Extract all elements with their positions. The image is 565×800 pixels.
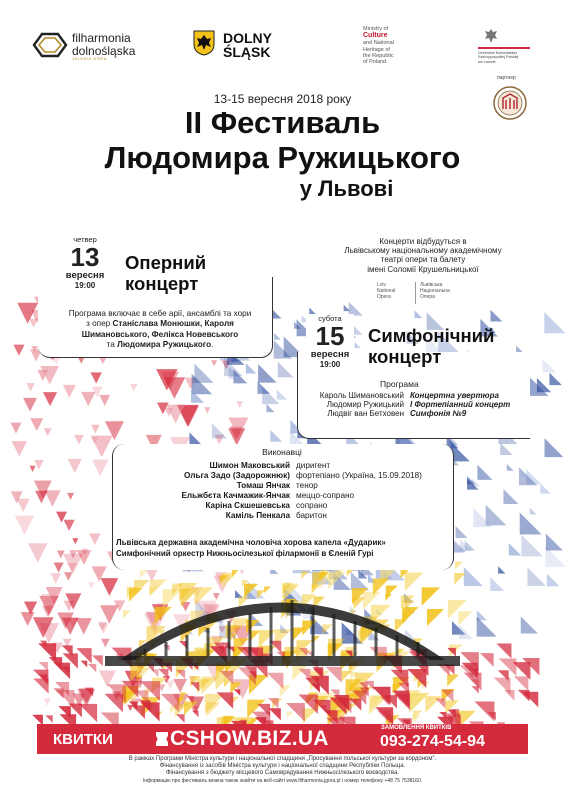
polish-eagle-icon <box>484 28 498 44</box>
program-row <box>296 391 536 400</box>
opera-desc-line4a: та <box>106 339 118 349</box>
symphonic-concert-dayname: субота <box>318 314 342 323</box>
performer-row <box>98 501 458 511</box>
symphonic-concert-title <box>368 326 494 367</box>
orchestra-name: Симфонічний оркестр Нижньосілезької філармонії в Єленій Гурі <box>116 549 374 558</box>
venue-line3: театрі опери та балету <box>380 255 466 265</box>
choir-name: Львівська державна академічна чоловіча хорова капела «Дударик» <box>116 538 386 547</box>
venue-text <box>318 237 528 274</box>
tickets-website-link[interactable]: CSHOW.BIZ.UA <box>170 727 329 750</box>
performers-list <box>98 461 458 521</box>
symphonic-concert-time: 19:00 <box>319 360 341 369</box>
symphonic-concert-title-line2: концерт <box>368 345 442 367</box>
program-composer: Людомир Ружицький <box>326 400 404 409</box>
performer-name: Ольга Задо (Задорожнюк) <box>184 471 290 480</box>
opera-concert-title-line1: Оперний <box>125 252 207 273</box>
program-row <box>296 409 536 418</box>
performer-role: меццо-сопрано <box>296 491 355 500</box>
footer-line2: Фінансування із засобів Міністра культури і національної спадщини Республіки Польща. <box>159 763 406 770</box>
opera-logo2-line3: Опера <box>420 293 435 300</box>
opera-concert-month: вересня <box>65 270 105 281</box>
filharmonia-logo <box>30 30 140 64</box>
venue-line2: Львівському національному академічному <box>344 246 502 256</box>
tickets-label: КВИТКИ <box>53 731 113 748</box>
program-composer: Кароль Шимановський <box>319 391 404 400</box>
program-composer: Людвіг ван Бетховен <box>327 409 404 418</box>
festival-title-line3: у Львові <box>299 176 394 201</box>
republic-line1: Generalne Konsulatstwo <box>478 51 518 55</box>
opera-concert-time: 19:00 <box>74 281 96 290</box>
opera-logos <box>375 281 485 305</box>
performer-role: сопрано <box>296 501 328 510</box>
performer-row <box>98 471 458 481</box>
performer-role: диригент <box>296 461 331 470</box>
opera-logo2-line1: Львівська <box>420 282 443 288</box>
ministry-line3: and National <box>363 40 394 47</box>
footer-line3: Фінансування з бюджету місцевого Самоврядування Нижньосілезького воєводства. <box>165 770 399 777</box>
opera-concert-title-line2: концерт <box>125 272 199 294</box>
opera-desc-line2a: з опер <box>86 319 113 329</box>
ministry-line6: of Poland. <box>363 59 388 66</box>
symphonic-concert-title-line1: Симфонічний <box>368 325 495 346</box>
dolny-slask-line2: ŚLĄSK <box>223 44 271 60</box>
performer-role: тенор <box>296 481 318 490</box>
program-work: Концертна увертюра <box>410 391 499 400</box>
ticket-icon <box>155 731 169 747</box>
performer-row <box>98 491 458 501</box>
republic-line3: we Lwowie <box>478 59 496 64</box>
filharmonia-name: filharmonia <box>72 31 131 45</box>
footer-line1: В рамках Програми Міністра культури і національної спадщини „Просування польської культури за кордоном". <box>128 756 437 762</box>
opera-desc-line4b: Людомира Ружицького <box>117 339 212 349</box>
filharmonia-name2: dolnośląska <box>72 43 136 58</box>
ministry-logo <box>363 26 433 86</box>
symphonic-concert-date-badge <box>306 314 354 378</box>
tickets-order-label: ЗАМОВЛЕННЯ КВИТКІВ <box>381 725 452 731</box>
opera-concert-date-badge <box>62 235 108 303</box>
opera-desc-line2b: Станіслава Монюшки, Кароля <box>112 319 234 329</box>
performer-role: баритон <box>296 511 327 520</box>
program-row <box>296 400 536 409</box>
opera-desc-line4c: . <box>211 339 214 349</box>
performer-row <box>98 461 458 471</box>
festival-title-line1: II Фестиваль <box>184 105 381 140</box>
republic-line2: Rzeczypospolitej Polskiej <box>478 55 519 60</box>
performer-row <box>98 511 458 521</box>
performer-role: фортепіано (Україна, 15.09.2018) <box>296 471 422 480</box>
performer-name: Томаш Янчак <box>236 481 290 490</box>
republic-logo <box>478 28 548 78</box>
performer-name: Каріна Скшешевська <box>205 501 290 510</box>
footer-text <box>0 756 565 784</box>
venue-line1: Концерти відбудуться в <box>379 237 467 246</box>
filharmonia-emblem-icon <box>30 32 70 58</box>
ministry-line1: Ministry of <box>363 26 389 32</box>
performer-name: Шимон Маковський <box>209 461 290 470</box>
dolny-slask-logo <box>193 30 288 60</box>
opera-desc-line1: Програма включає в себе арії, ансамблі та хори <box>68 309 252 318</box>
venue-line4: імені Соломії Крушельницької <box>367 264 479 274</box>
symphonic-concert-month: вересня <box>310 349 350 360</box>
opera-concert-description <box>44 309 276 350</box>
tickets-bar <box>37 724 528 754</box>
performer-name: Каміль Пенкала <box>225 511 290 520</box>
performers-title: Виконавці <box>262 447 302 457</box>
opera-concert-title <box>125 253 206 294</box>
ministry-line2: Culture <box>363 32 388 40</box>
opera-concert-day: 13 <box>70 242 100 272</box>
eagle-shield-icon <box>193 30 215 56</box>
opera-logo1-line3: Opera <box>377 293 391 300</box>
opera-concert-dayname: четвер <box>73 235 97 244</box>
opera-logo1-line2: National <box>377 287 396 294</box>
opera-desc-line3: Шимановського, Фелікса Новевського <box>81 329 239 339</box>
symphonic-concert-day: 15 <box>315 321 345 351</box>
tickets-phone[interactable]: 093-274-54-94 <box>380 733 485 750</box>
performer-row <box>98 481 458 491</box>
dolny-slask-line1: DOLNY <box>223 30 272 46</box>
ministry-line4: Heritage of <box>363 46 390 53</box>
symphonic-program-list <box>296 391 536 418</box>
program-work: Симфонія №9 <box>410 409 467 418</box>
performer-name: Ельжбєта Качмажик-Янчак <box>181 491 290 500</box>
opera-logo1-line1: Lviv <box>377 282 386 288</box>
filharmonia-sub: JELENIA GÓRA <box>72 56 107 62</box>
partner-label: партнер <box>497 75 516 81</box>
festival-title-line2: Людомира Ружицького <box>104 140 461 175</box>
symphonic-program-label: Програма <box>380 379 419 389</box>
program-work: І Фортепіанний концерт <box>410 400 511 409</box>
festival-dates: 13-15 вересня 2018 року <box>213 92 352 106</box>
footer-line4: Інформацію про фестиваль можна також знайти на веб-сайті www.filharmonia.jgora.pl і номер телефону +48 75 7538160. <box>142 777 423 784</box>
ministry-line5: the Republic <box>363 52 394 59</box>
opera-logo2-line2: Національна <box>420 287 450 294</box>
